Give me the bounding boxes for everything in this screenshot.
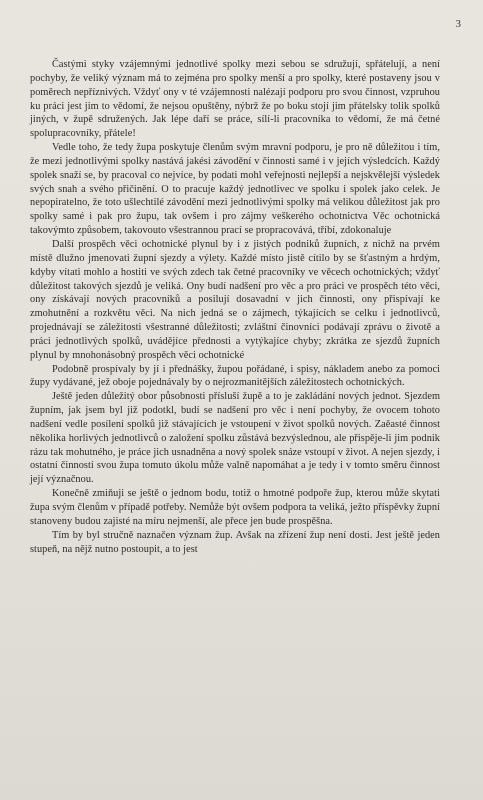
page-number: 3 [455,18,461,30]
paragraph-2: Vedle toho, že tedy župa poskytuje členům svým mravní podporu, je pro ně důležitou i tím, že mezi jednotlivými spolky nastává jakési závodění v činnosti samé i v jejích výsledcích. Každý spolek snaží se, by pracoval co nejvíce, by podati mohl veřejnosti nejlepší a nejskvělejší výsledek svých snah a svého přičinění. O to pracuje každý jednotlivec ve spolku i spolek jako celek. Je nepopiratelno, že toto ušlechtilé závodění mezi jednotlivými spolky má velikou důležitost jak pro spolky samé i pak pro župu, tak ovšem i pro zájmy veškerého ochotnictva Věc ochotnická takovýmto způsobem, takovouto všestrannou prací se propracovává, tříbí, zdokonaluje [30,142,440,237]
paragraph-6: Konečně zmiňuji se ještě o jednom bodu, totiž o hmotné podpoře žup, kterou může skytati župa svým členům v případě potřeby. Nemůže být ovšem podpora ta veliká, ježto příspěvky župní stanoveny budou zajisté na míru nejmenší, ale přece jen bude prospěšna. [30,488,440,527]
paragraph-7: Tím by byl stručně naznačen význam žup. Avšak na zřízení žup není dosti. Jest ještě jeden stupeň, na nějž nutno postoupit, a to jest [30,529,440,555]
paragraph-3: Další prospěch věci ochotnické plynul by i z jistých podniků župních, z nichž na prvém místě dlužno jmenovati župní sjezdy a výlety. Každé místo jistě cítilo by se šťastným a hrdým, kdyby vítati mohlo a hostiti ve svých zdech tak četné pracovníky ve věcech ochotnických; vždyť důležitost takových sjezdů je veliká. Ony budí nadšení pro věc a pro práci ve prospěch této věci, ony získávají nových pracovníků a posilují dosavadní v jich činnosti, ony přispívají ke zmohutnění a rozkvětu věci. Na nich jedná se o zájmech, týkajících se celku i jednotlivců, projednávají se záležitosti všestranné důležitosti; zvláštní činovníci podávají zprávu o životě a práci jednotlivých spolků, uvádějíce přednosti a vytýkajíce chyby; zkrátka ze sjezdů župních plynul by mnohonásobný prospěch věci ochotnické [30,238,440,361]
paragraph-4: Podobně prospívaly by jí i přednášky, župou pořádané, i spisy, nákladem anebo za pomoci župy vydávané, jež oboje pojednávaly by o nejrozmanitějších záležitostech ochotnických. [30,363,440,389]
paragraph-1: Častými styky vzájemnými jednotlivé spolky mezi sebou se sdružují, spřátelují, a není pochyby, že veliký význam má to zejména pro spolky menší a pro spolky, které postaveny jsou v poměrech nepříznivých. Vždyť ony v té vzájemnosti nalézají podporu pro svou činnost, vzpruhou ku práci jest jim to vědomí, že nejsou opuštěny, nýbrž že po boku stojí jim přátelsky tolik spolků jiných, v župě sdružených. Jak lépe daří se práce, sílí-li pracovníka to vědomí, že má četné spolupracovníky, přátele! [30,59,440,140]
paragraph-5: Ještě jeden důležitý obor působnosti přísluší župě a to je zakládání nových jednot. Sjezdem župním, jak jsem byl již podotkl, budí se nadšení pro věc i není pochyby, že ovocem tohoto nadšení vedle posílení spolků již stávajících je vstoupení v život spolků nových. Zaěasté činnost několika horlivých jednotlivců o založení spolku zůstává bezvýslednou, ale přispěje-li jim podnik rázu tak mohutného, je práce jich usnadněna a nový spolek snáze vstoupí v život. A nejen sjezdy, i ostatní činností svou župa tomuto úkolu může valně napomáhat a je tedy i v tomto směru činnost její význačnou. [30,391,440,486]
body-text [30,58,440,556]
